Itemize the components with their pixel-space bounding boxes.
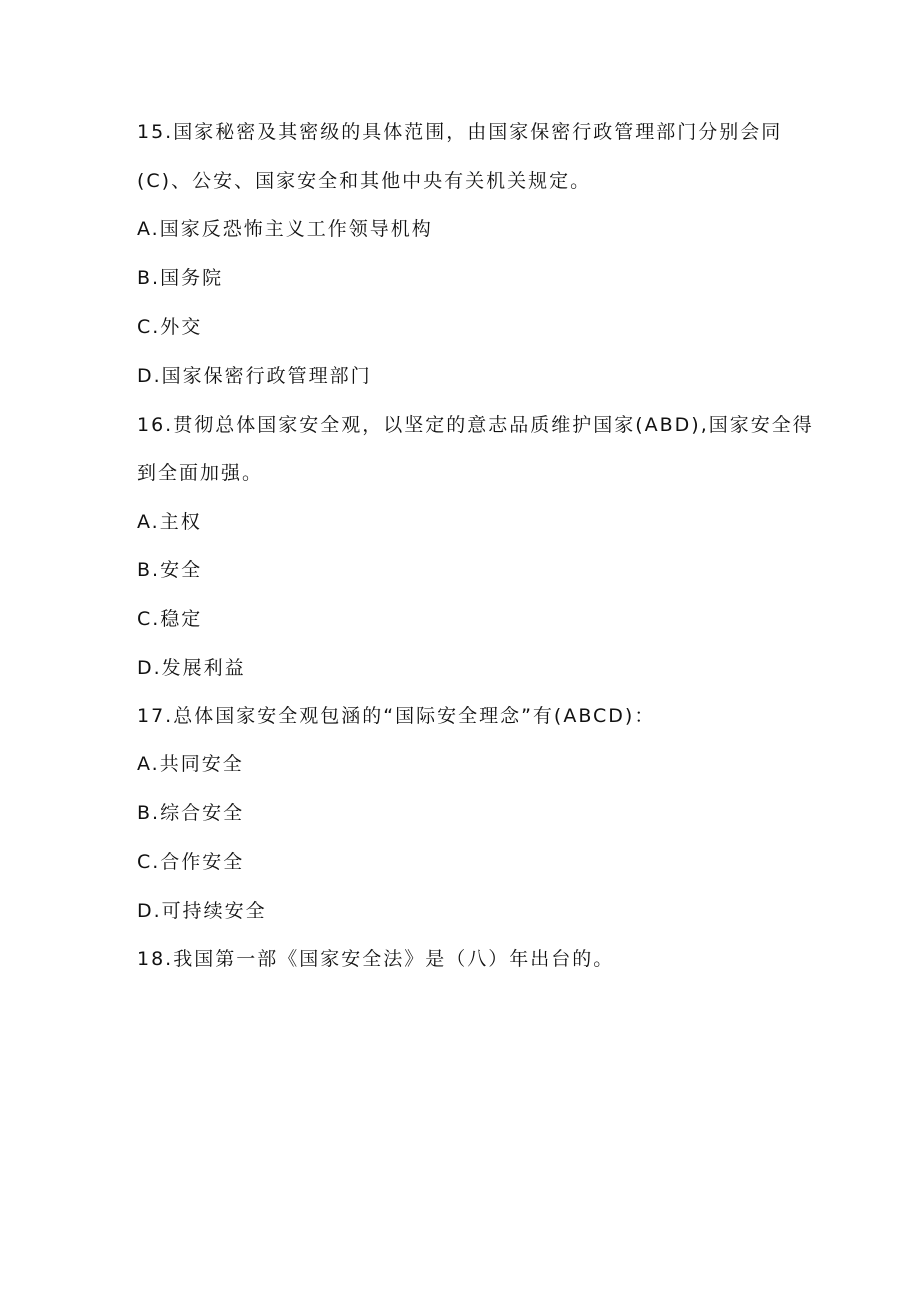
option-17-c: C.合作安全 [137, 851, 245, 873]
option-15-b: B.国务院 [137, 267, 224, 289]
question-text: 总体国家安全观包涵的“国际安全理念”有(ABCD)： [173, 705, 656, 727]
question-15-line-2: (C)、公安、国家安全和其他中央有关机关规定。 [137, 170, 592, 192]
option-16-c: C.稳定 [137, 608, 203, 630]
question-number: 17. [137, 705, 174, 727]
option-16-b: B.安全 [137, 559, 203, 581]
option-15-c: C.外交 [137, 316, 203, 338]
option-17-d: D.可持续安全 [137, 900, 267, 922]
question-text: 国家秘密及其密级的具体范围，由国家保密行政管理部门分别会同 [173, 121, 783, 143]
question-17-line-1 [137, 704, 655, 728]
question-15-line-1 [137, 120, 782, 144]
question-text: 我国第一部《国家安全法》是（八）年出台的。 [173, 948, 615, 970]
question-16-line-2: 到全面加强。 [137, 462, 264, 484]
option-17-b: B.综合安全 [137, 802, 245, 824]
question-number: 16. [137, 414, 174, 436]
question-number: 15. [137, 121, 174, 143]
option-16-a: A.主权 [137, 511, 202, 533]
question-16-line-1 [137, 413, 814, 437]
option-15-a: A.国家反恐怖主义工作领导机构 [137, 218, 433, 240]
question-18-line-1 [137, 947, 614, 971]
option-15-d: D.国家保密行政管理部门 [137, 365, 372, 387]
question-number: 18. [137, 948, 174, 970]
option-16-d: D.发展利益 [137, 657, 246, 679]
option-17-a: A.共同安全 [137, 753, 244, 775]
question-text: 贯彻总体国家安全观，以坚定的意志品质维护国家(ABD),国家安全得 [173, 414, 814, 436]
